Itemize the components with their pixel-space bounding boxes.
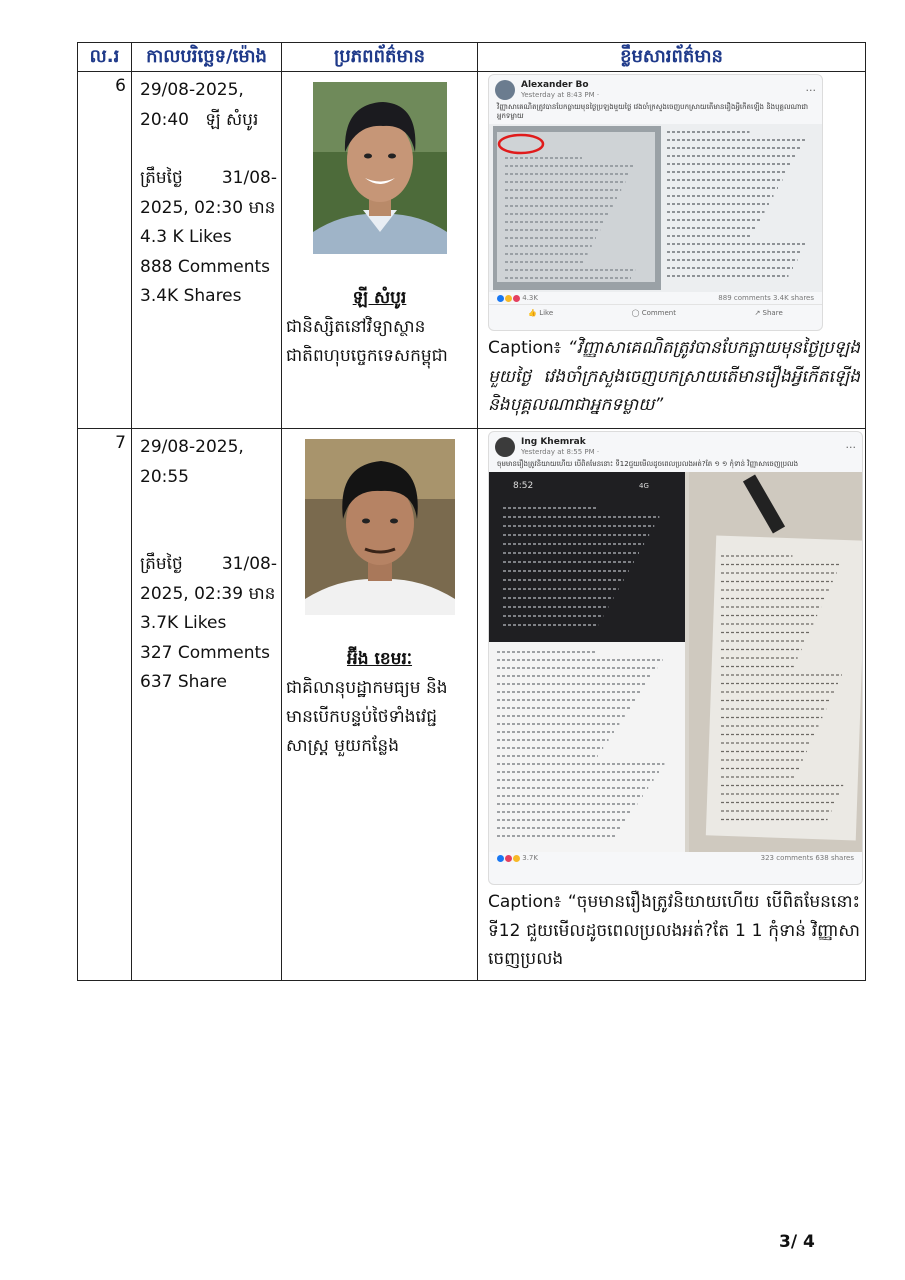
comment-share-count: 323 comments 638 shares <box>760 854 854 862</box>
caption <box>482 885 863 978</box>
asof-line-2: 2025, 02:30 មាន <box>140 197 276 218</box>
source-name: ឡី សំបូរ <box>352 288 407 308</box>
caption <box>482 331 863 424</box>
report-table <box>77 42 866 981</box>
asof-line-2: 2025, 02:39 មាន <box>140 583 276 604</box>
avatar <box>495 437 515 457</box>
profile-photo <box>305 439 455 615</box>
asof-line-1: ត្រឹមថ្ងៃ 31/08- <box>140 168 277 188</box>
more-options-icon[interactable]: ··· <box>845 440 856 454</box>
post-date: 29/08-2025, <box>140 80 244 100</box>
exam-sheet-image <box>489 124 823 292</box>
shares-count: 637 Share <box>140 672 227 692</box>
row-number: 7 <box>78 429 132 981</box>
facebook-post <box>488 431 863 885</box>
facebook-post <box>488 74 823 331</box>
source-description: ជានិស្សិតនៅវិទ្យាស្ថានជាតិពហុបច្ចេកទេសកម្ពុជា <box>286 317 448 366</box>
post-text: ចុមមានរឿងត្រូវនិយាយហើយ បើពិតមែននោះ ទី12ជួយមើលដូចពេលប្រលងអត់?តែ ១ ១ កុំទាន់ វិញ្ញាសាចេញប្រលង <box>497 460 799 468</box>
page-number: 3/ 4 <box>779 1232 815 1252</box>
avatar <box>495 80 515 100</box>
likes-count: 3.7K Likes <box>140 613 227 633</box>
datetime-cell <box>132 429 282 981</box>
reaction-icons <box>497 855 520 862</box>
col-header-content: ខ្លឹមសារព័ត៌មាន <box>478 43 866 72</box>
comments-count: 327 Comments <box>140 642 270 663</box>
likes-count: 4.3 K Likes <box>140 227 232 247</box>
phone-time: 8:52 <box>513 481 534 491</box>
exam-photo-image <box>489 472 863 852</box>
share-button[interactable]: ↗ Share <box>754 309 783 317</box>
datetime-cell <box>132 72 282 429</box>
col-header-no: ល.រ <box>78 43 132 72</box>
col-header-datetime: កាលបរិច្ឆេទ/ម៉ោង <box>132 43 282 72</box>
post-time: Yesterday at 8:55 PM · <box>521 448 600 456</box>
header-row <box>78 43 866 72</box>
phone-signal: 4G <box>639 482 649 490</box>
shares-count: 3.4K Shares <box>140 286 242 306</box>
source-cell <box>282 429 478 981</box>
row-number: 6 <box>78 72 132 429</box>
source-name: អ៊ីង ខេមរៈ <box>346 649 413 669</box>
like-button[interactable]: 👍 Like <box>528 309 554 317</box>
table-row <box>78 429 866 981</box>
post-hour-author: 20:40 ឡី សំបូរ <box>140 109 259 130</box>
post-author: Alexander Bo <box>521 80 589 90</box>
content-cell <box>478 429 866 981</box>
caption-label: Caption៖ <box>488 338 568 358</box>
post-text: វិញ្ញាសាគេណិតត្រូវបានបែកធ្លាយមុនថ្ងៃប្រឡងមួយថ្ងៃ វេងចាំក្រសួងចេញបកស្រាយតើមានរឿងអ្វីកើតឡើង និងបុគ្គលណាជាអ្នកទម្លាយ <box>497 103 809 120</box>
comments-count: 888 Comments <box>140 256 270 277</box>
post-time: Yesterday at 8:43 PM · <box>521 91 600 99</box>
profile-photo <box>313 82 447 254</box>
comment-share-count: 889 comments 3.4K shares <box>718 294 814 302</box>
reaction-count: 4.3K <box>522 294 538 302</box>
caption-text: “វិញ្ញាសាគេណិតត្រូវបានបែកធ្លាយមុនថ្ងៃប្រឡងមួយថ្ងៃ វេងចាំក្រសួងចេញបកស្រាយតើមានរឿងអ្វីកើតឡើង និងបុគ្គលណាជាអ្នកទម្លាយ” <box>488 338 860 415</box>
reaction-count: 3.7K <box>522 854 538 862</box>
reaction-icons <box>497 295 520 302</box>
asof-line-1: ត្រឹមថ្ងៃ 31/08- <box>140 554 277 574</box>
source-cell <box>282 72 478 429</box>
more-options-icon[interactable]: ··· <box>805 83 816 97</box>
col-header-source: ប្រភពព័ត៌មាន <box>282 43 478 72</box>
caption-text: “ចុមមានរឿងត្រូវនិយាយហើយ បើពិតមែននោះ ទី12 ជួយមើលដូចពេលប្រលងអត់?តែ 1 1 កុំទាន់ វិញ្ញាសាចេញប្រលង <box>488 892 860 969</box>
post-author: Ing Khemrak <box>521 437 586 447</box>
content-cell <box>478 72 866 429</box>
post-hour: 20:55 <box>140 466 189 487</box>
table-row <box>78 72 866 429</box>
caption-label: Caption៖ <box>488 892 568 912</box>
comment-button[interactable]: ◯ Comment <box>631 309 676 317</box>
source-description: ជាគិលានុបដ្ឋាកមធ្យម និងមានបើកបន្ទប់ថៃទាំងវេជ្ជសាស្ត្រ មួយកន្លែង <box>286 678 448 756</box>
post-date: 29/08-2025, <box>140 437 244 457</box>
